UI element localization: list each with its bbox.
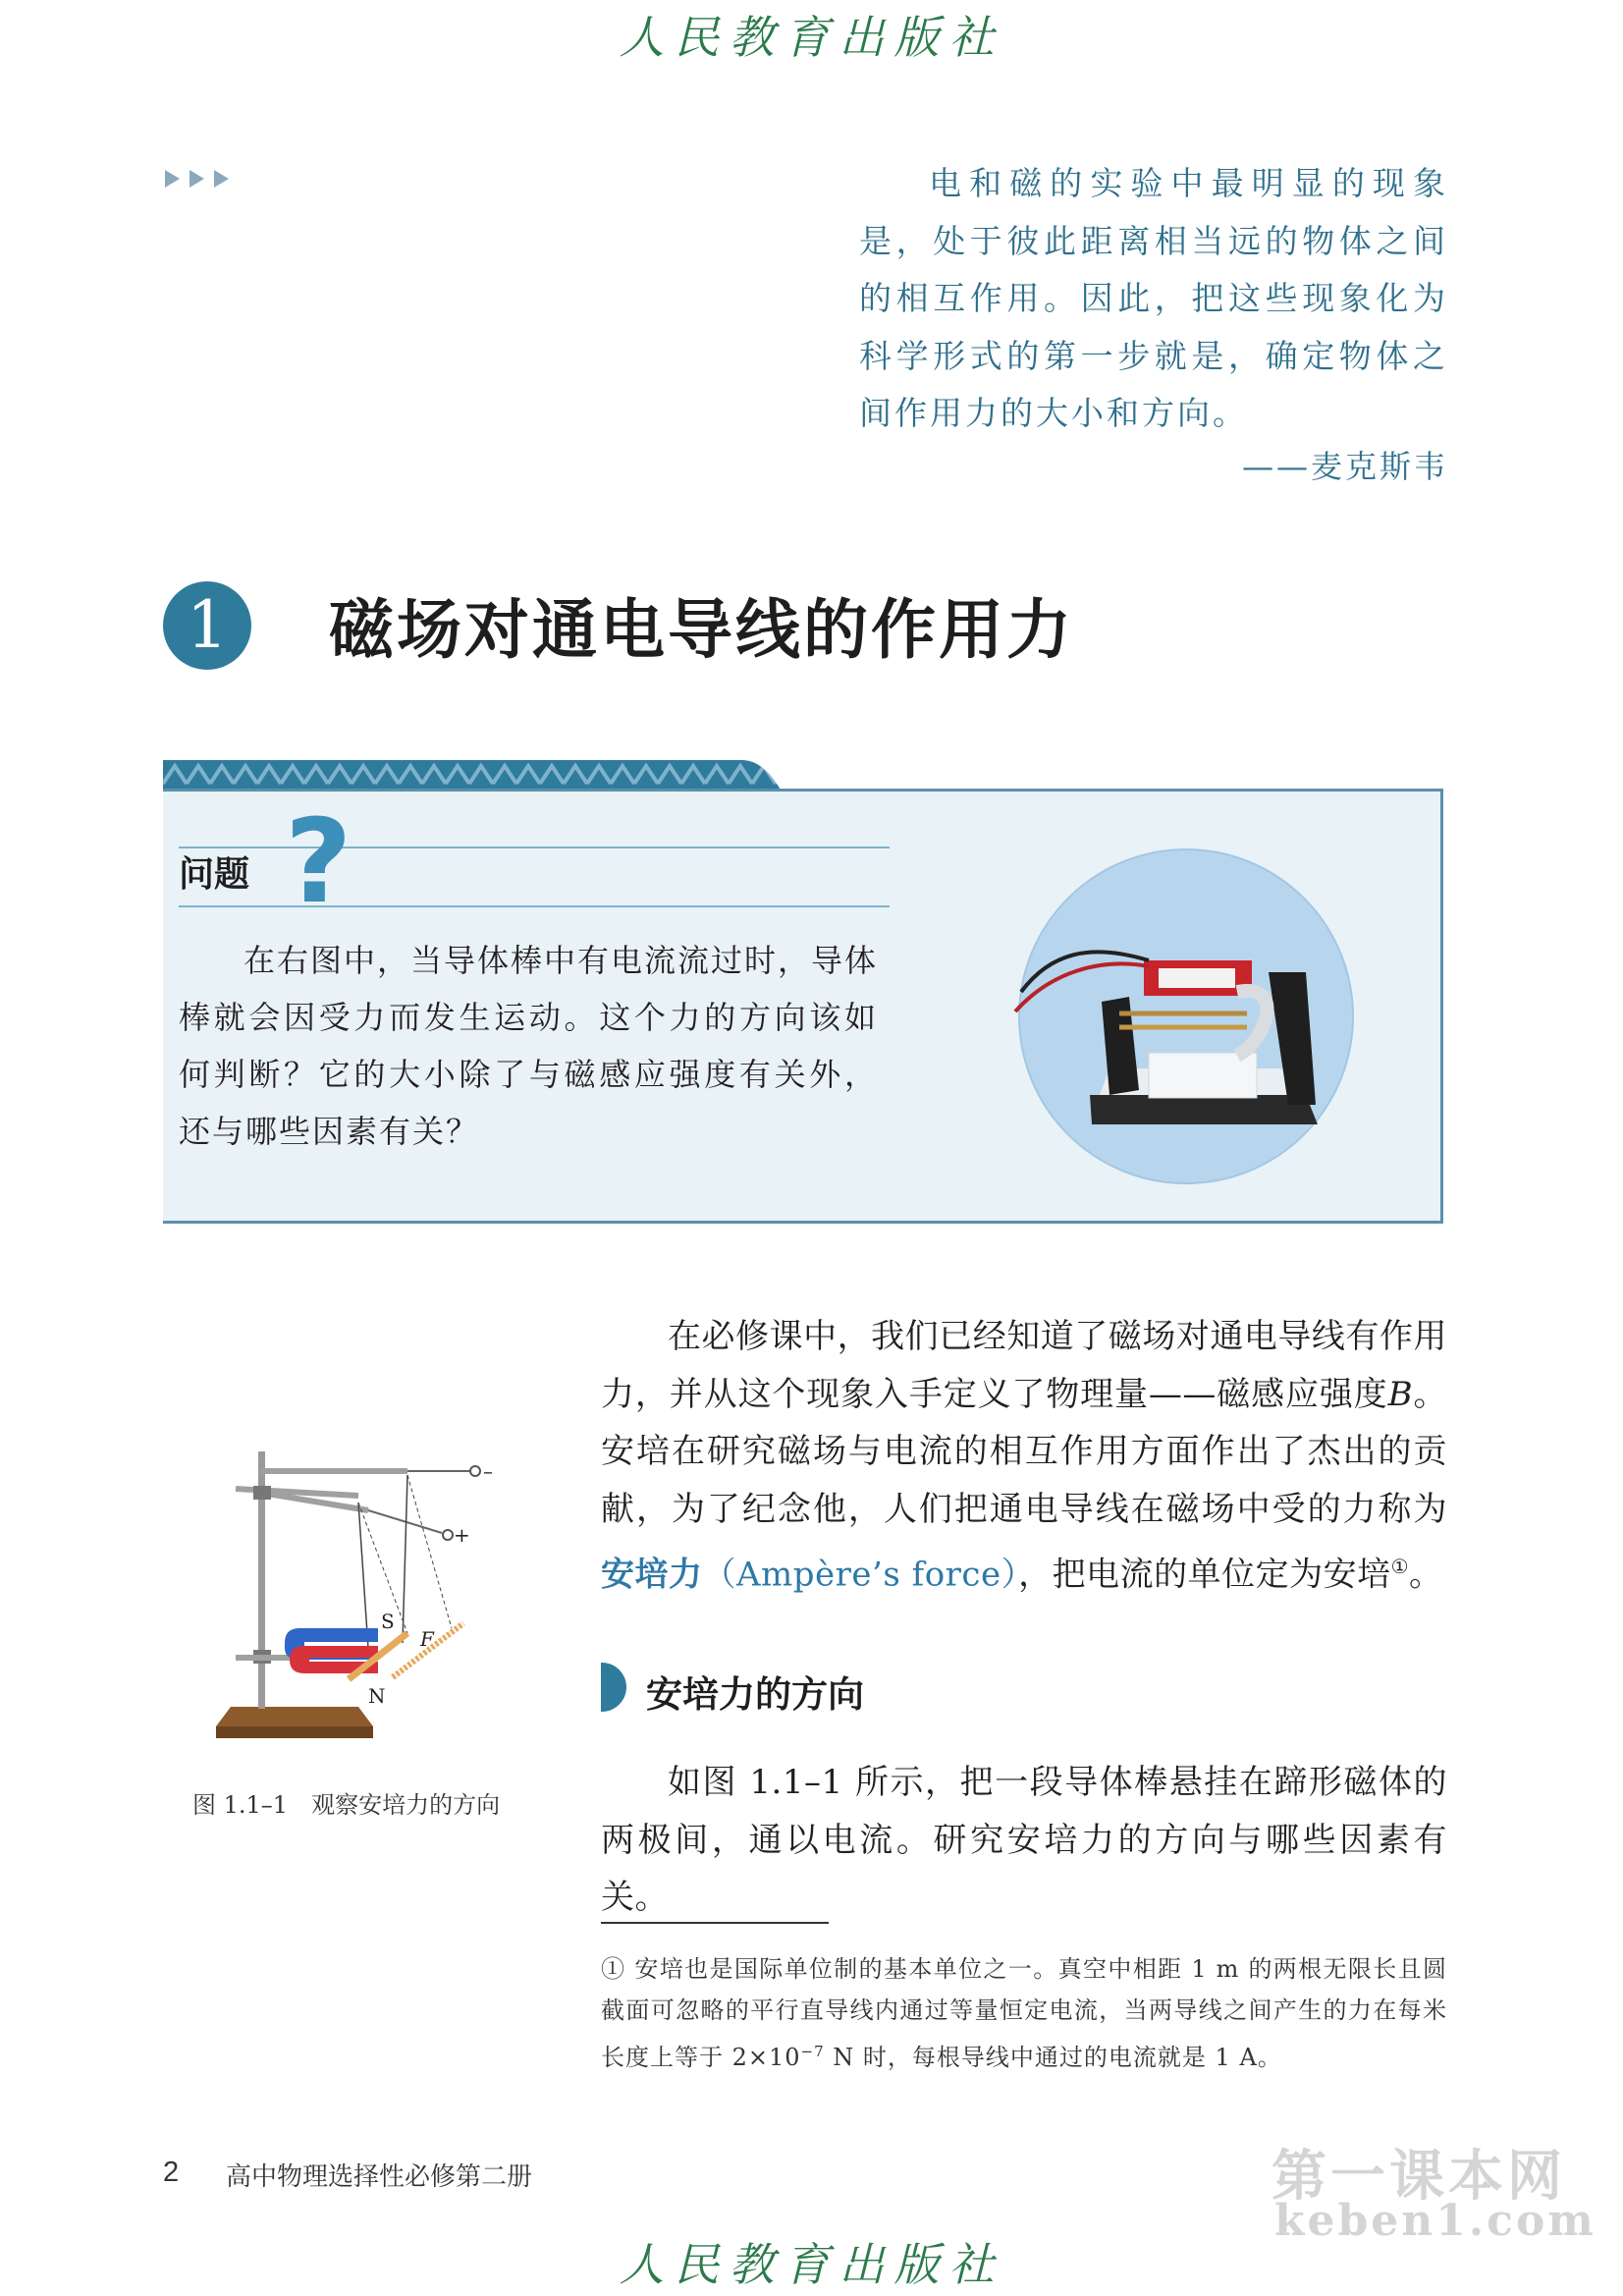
footnote-text-1: 安培也是国际单位制的基本单位之一。真空中相距 1 m 的两根无限长且圆截面可忽略的平行直导线内通过等量恒定电流，当两导线之间产生的力在每米长度上等于 2×10 <box>601 1955 1448 2071</box>
question-text: 在右图中，当导体棒中有电流流过时，导体棒就会因受力而发生运动。这个力的方向该如何判断？它的大小除了与磁感应强度有关外，还与哪些因素有关？ <box>179 942 879 1150</box>
chevron-band <box>163 756 791 792</box>
watermark-url: keben1.com <box>1274 2196 1596 2246</box>
label-s-pole: S <box>381 1610 395 1633</box>
footnote-ref: ① <box>1390 1555 1410 1578</box>
subsection-title: 安培力的方向 <box>646 1673 864 1716</box>
question-rule-bottom <box>179 905 890 907</box>
epigraph-body: 电和磁的实验中最明显的现象是，处于彼此距离相当远的物体之间的相互作用。因此，把这些现象化为科学形式的第一步就是，确定物体之间作用力的大小和方向。 <box>859 164 1448 432</box>
section-number-badge: 1 <box>163 581 251 670</box>
question-mark-icon: ? <box>285 793 352 929</box>
page-number: 2 <box>163 2157 180 2188</box>
watermark-text: 第一课本网 <box>1271 2145 1566 2209</box>
label-n-pole: N <box>368 1684 386 1708</box>
term-ampere-force-en: （Ampère’s force） <box>702 1555 1019 1595</box>
term-ampere-force: 安培力 <box>601 1555 703 1595</box>
footnote-rule <box>601 1922 829 1924</box>
book-title: 高中物理选择性必修第二册 <box>226 2162 533 2192</box>
figure-ampere-force-setup <box>206 1432 530 1766</box>
symbol-b: B <box>1387 1374 1414 1414</box>
footnote-exponent: −7 <box>800 2043 825 2060</box>
question-label: 问题 <box>179 854 250 895</box>
subsection-paragraph: 如图 1.1–1 所示，把一段导体棒悬挂在蹄形磁体的两极间，通以电流。研究安培力的方向与哪些因素有关。 <box>601 1763 1447 1917</box>
apparatus-photo <box>1011 845 1365 1188</box>
intro-paragraph <box>601 1308 1447 1604</box>
triangle-icon <box>189 170 204 188</box>
label-plus: + <box>454 1523 470 1547</box>
intro-text-4: 。 <box>1409 1555 1443 1595</box>
intro-text-3: ，把电流的单位定为安培 <box>1018 1555 1391 1595</box>
publisher-logo-top: 人民教育出版社 <box>619 11 1004 64</box>
footnote-text-2: N 时，每根导线中通过的电流就是 1 A。 <box>824 2044 1282 2071</box>
figure-caption: 图 1.1–1 观察安培力的方向 <box>192 1791 501 1819</box>
epigraph-author: ——麦克斯韦 <box>1241 448 1448 485</box>
publisher-logo-bottom: 人民教育出版社 <box>619 2238 1004 2291</box>
epigraph-text <box>859 155 1448 443</box>
intro-text-1: 在必修课中，我们已经知道了磁场对通电导线有作用力，并从这个现象入手定义了物理量——磁感应强度 <box>601 1317 1447 1414</box>
intro-text-2: 。安培在研究磁场与电流的相互作用方面作出了杰出的贡献，为了纪念他，人们把通电导线在磁场中受的力称为 <box>601 1374 1448 1529</box>
label-force: F <box>420 1627 434 1651</box>
footnote-mark: ① <box>601 1955 626 1983</box>
label-minus: – <box>483 1459 493 1483</box>
arrow-markers <box>165 170 239 191</box>
triangle-icon <box>165 170 180 188</box>
triangle-icon <box>214 170 229 188</box>
footnote <box>601 1948 1447 2078</box>
subsection-marker <box>601 1663 626 1712</box>
section-title: 磁场对通电导线的作用力 <box>329 592 1074 668</box>
